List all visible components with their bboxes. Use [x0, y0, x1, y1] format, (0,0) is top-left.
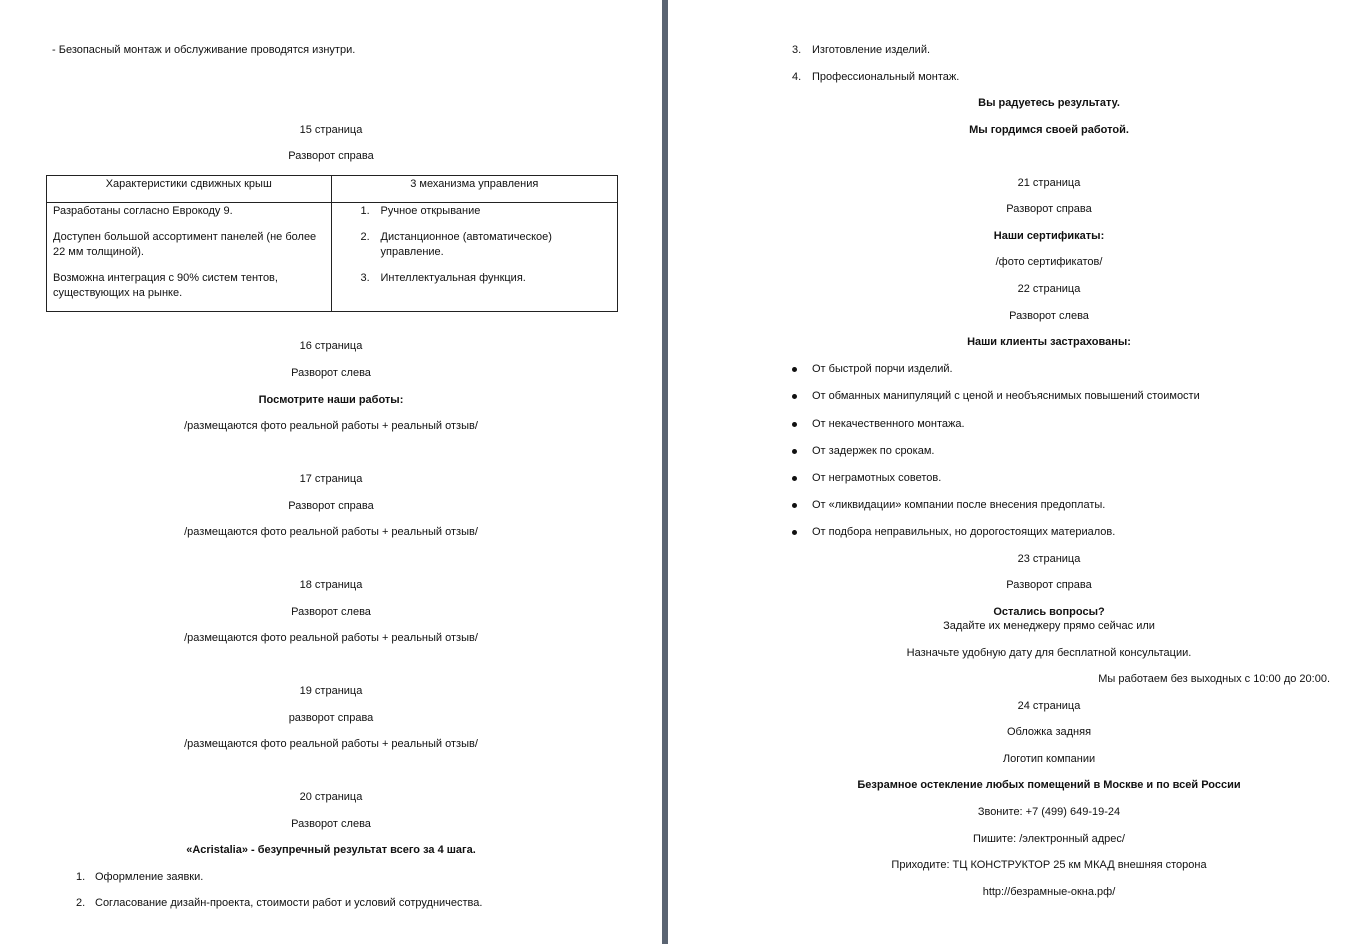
- characteristics-cell: [47, 203, 332, 312]
- step-1-text: Оформление заявки.: [95, 871, 204, 883]
- step-2-text: Согласование дизайн-проекта, стоимости работ и условий сотрудничества.: [95, 897, 483, 909]
- slogan: Безрамное остекление любых помещений в Москве и по всей России: [857, 779, 1241, 791]
- characteristic-3-line-1: Возможна интеграция с 90% систем тентов,: [53, 272, 278, 284]
- document-page-right: [668, 0, 1347, 944]
- result-line-2: Мы гордимся своей работой.: [969, 124, 1129, 136]
- page-18-label: 18 страница: [299, 579, 363, 591]
- bullet-item-6: От «ликвидации» компании после внесения предоплаты.: [812, 499, 1106, 511]
- step-4-number: 4.: [792, 71, 802, 83]
- back-cover-label: Обложка задняя: [1006, 726, 1092, 738]
- page-16-heading: Посмотрите наши работы:: [258, 394, 404, 406]
- bullet-dot: [792, 530, 797, 535]
- bullet-item-5: От неграмотных советов.: [812, 472, 942, 484]
- page-23-label: 23 страница: [1017, 553, 1081, 565]
- table-header-mechanisms: 3 механизма управления: [331, 176, 617, 203]
- contact-address: Приходите: ТЦ КОНСТРУКТОР 25 км МКАД внешняя сторона: [891, 859, 1207, 871]
- sliding-roofs-table: [46, 175, 618, 312]
- working-hours: Мы работаем без выходных с 10:00 до 20:00.: [1098, 673, 1330, 685]
- mechanism-3-number: 3.: [360, 272, 370, 284]
- bullet-dot: [792, 476, 797, 481]
- characteristic-3-line-2: существующих на рынке.: [53, 287, 183, 299]
- page-21-spread: Разворот справа: [1006, 203, 1092, 215]
- page-15-label: 15 страница: [299, 124, 363, 136]
- bullet-item-7: От подбора неправильных, но дорогостоящих материалов.: [812, 526, 1116, 538]
- mechanism-1-text: Ручное открывание: [380, 205, 481, 217]
- document-page-left: [0, 0, 662, 944]
- characteristic-2-line-2: 22 мм толщиной).: [53, 246, 144, 258]
- step-3-text: Изготовление изделий.: [812, 44, 931, 56]
- page-19-note: /размещаются фото реальной работы + реальный отзыв/: [184, 738, 478, 750]
- page-20-label: 20 страница: [299, 791, 363, 803]
- page-21-heading: Наши сертификаты:: [993, 230, 1105, 242]
- page-23-spread: Разворот справа: [1006, 579, 1092, 591]
- page-22-heading: Наши клиенты застрахованы:: [967, 336, 1131, 348]
- contact-phone: Звоните: +7 (499) 649-19-24: [977, 806, 1121, 818]
- characteristic-2-line-1: Доступен большой ассортимент панелей (не более: [53, 231, 317, 243]
- page-23-heading: Остались вопросы?: [993, 606, 1105, 618]
- bullet-dot: [792, 449, 797, 454]
- bullet-dot: [792, 422, 797, 427]
- mechanism-3-text: Интеллектуальная функция.: [380, 272, 526, 284]
- table-header-characteristics: Характеристики сдвижных крыш: [47, 176, 332, 203]
- page-16-label: 16 страница: [299, 340, 363, 352]
- mechanism-2-number: 2.: [360, 231, 370, 243]
- page-19-spread: разворот справа: [288, 712, 374, 724]
- website-url: http://безрамные-окна.рф/: [982, 886, 1116, 898]
- step-3-number: 3.: [792, 44, 802, 56]
- bullet-dot: [792, 394, 797, 399]
- page-18-note: /размещаются фото реальной работы + реальный отзыв/: [184, 632, 478, 644]
- bullet-dot: [792, 503, 797, 508]
- page-21-label: 21 страница: [1017, 177, 1081, 189]
- bullet-dot: [792, 367, 797, 372]
- page-24-label: 24 страница: [1017, 700, 1081, 712]
- mechanism-2-text-line-2: управление.: [380, 246, 444, 258]
- page-20-heading: «Acristalia» - безупречный результат всего за 4 шага.: [186, 844, 476, 856]
- step-4-text: Профессиональный монтаж.: [812, 71, 960, 83]
- page-16-spread: Разворот слева: [291, 367, 371, 379]
- page-15-spread: Разворот справа: [288, 150, 374, 162]
- page-19-label: 19 страница: [299, 685, 363, 697]
- page-22-label: 22 страница: [1017, 283, 1081, 295]
- bullet-item-3: От некачественного монтажа.: [812, 418, 965, 430]
- step-1-number: 1.: [76, 871, 86, 883]
- page-23-line-2: Назначьте удобную дату для бесплатной консультации.: [906, 647, 1192, 659]
- mechanism-1-number: 1.: [360, 205, 370, 217]
- page-23-line-1: Задайте их менеджеру прямо сейчас или: [943, 620, 1155, 632]
- page-17-label: 17 страница: [299, 473, 363, 485]
- page-22-spread: Разворот слева: [1009, 310, 1089, 322]
- page-17-note: /размещаются фото реальной работы + реальный отзыв/: [184, 526, 478, 538]
- bullet-item-1: От быстрой порчи изделий.: [812, 363, 953, 375]
- intro-line: - Безопасный монтаж и обслуживание проводятся изнутри.: [52, 44, 356, 56]
- characteristic-1: Разработаны согласно Еврокоду 9.: [53, 205, 233, 217]
- contact-email: Пишите: /электронный адрес/: [973, 833, 1125, 845]
- bullet-item-4: От задержек по срокам.: [812, 445, 935, 457]
- bullet-item-2: От обманных манипуляций с ценой и необъяснимых повышений стоимости: [812, 390, 1200, 402]
- page-20-spread: Разворот слева: [291, 818, 371, 830]
- mechanism-2-text-line-1: Дистанционное (автоматическое): [380, 231, 552, 243]
- page-17-spread: Разворот справа: [288, 500, 374, 512]
- mechanisms-cell: [331, 203, 617, 312]
- page-21-note: /фото сертификатов/: [995, 256, 1103, 268]
- page-16-note: /размещаются фото реальной работы + реальный отзыв/: [184, 420, 478, 432]
- company-logo-placeholder: Логотип компании: [1002, 753, 1096, 765]
- page-18-spread: Разворот слева: [291, 606, 371, 618]
- result-line-1: Вы радуетесь результату.: [978, 97, 1120, 109]
- step-2-number: 2.: [76, 897, 86, 909]
